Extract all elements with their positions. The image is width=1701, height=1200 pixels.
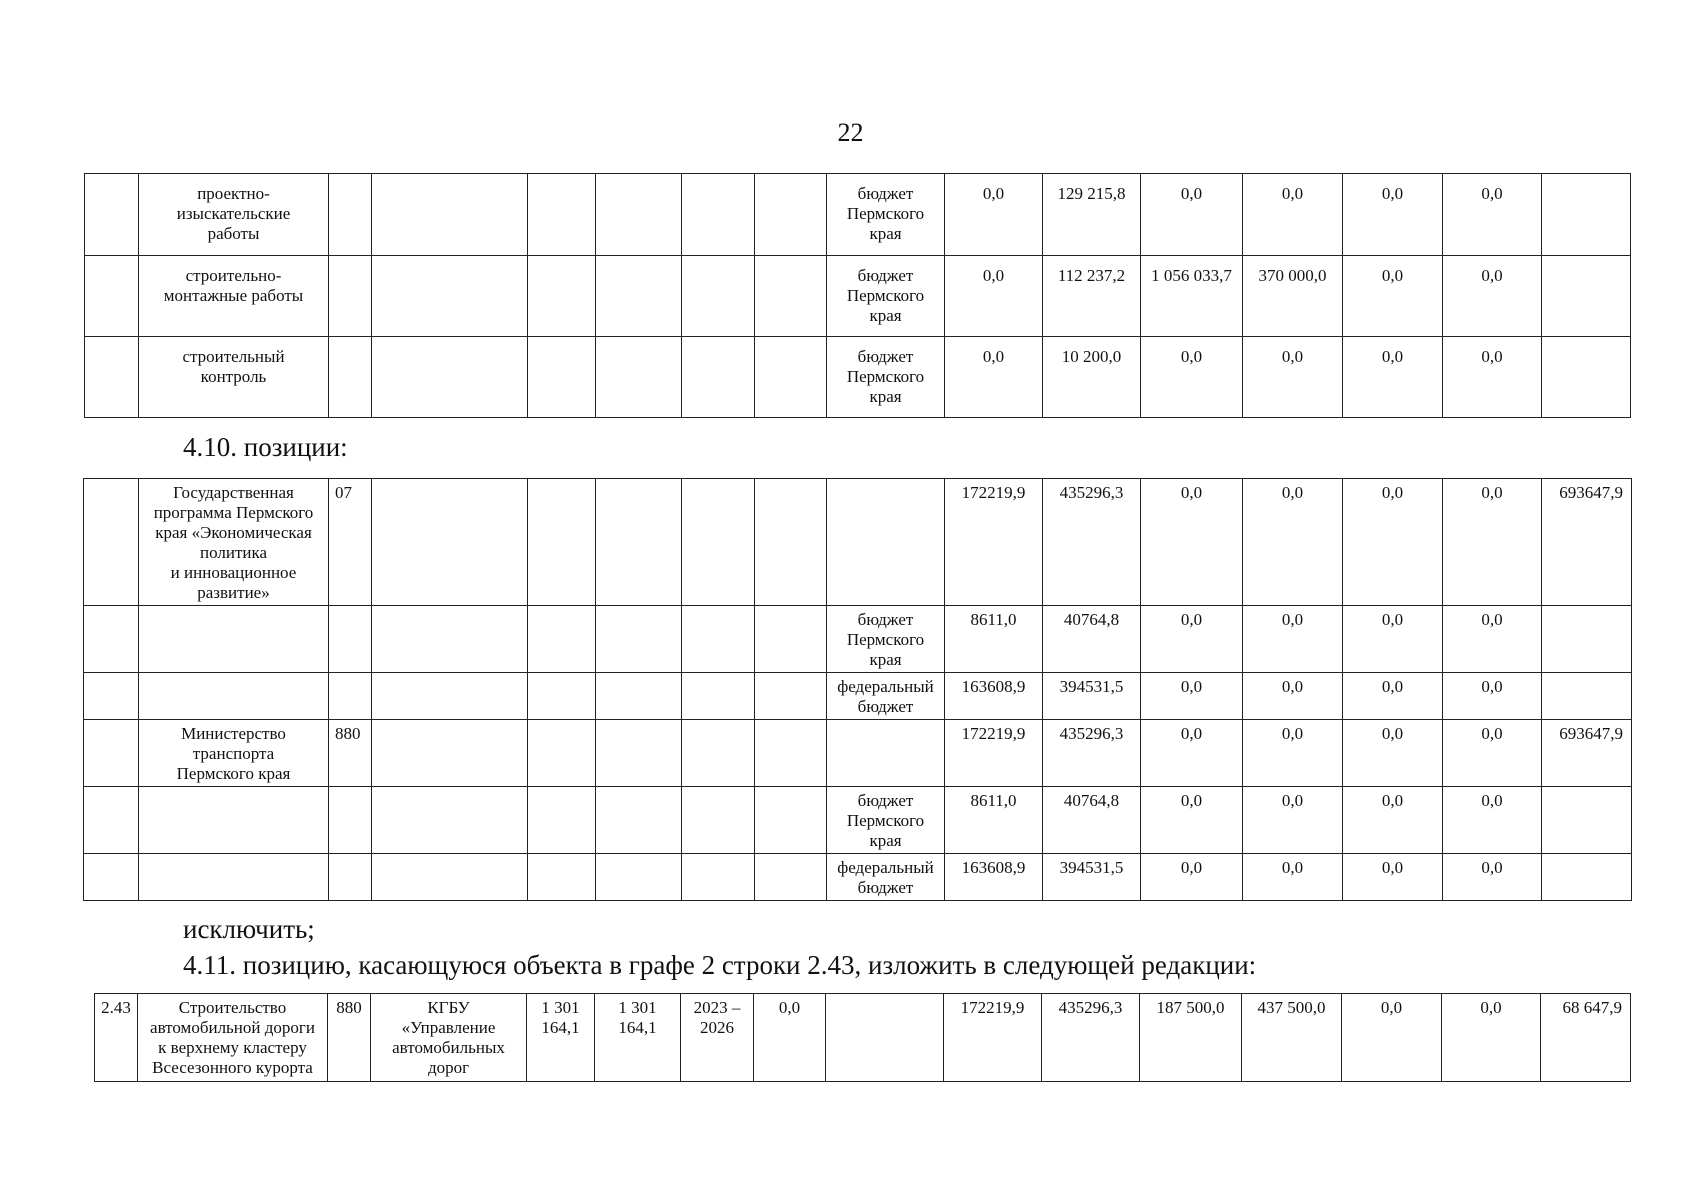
empty-cell bbox=[1542, 337, 1631, 418]
value-cell: 0,0 bbox=[1243, 174, 1343, 256]
value-cell: 0,0 bbox=[1141, 174, 1243, 256]
value-cell: 0,0 bbox=[1243, 479, 1343, 606]
page-number: 22 bbox=[837, 118, 864, 147]
empty-cell bbox=[329, 174, 372, 256]
value-cell: 163608,9 bbox=[945, 673, 1043, 720]
empty-cell bbox=[372, 256, 528, 337]
value-cell: 0,0 bbox=[1343, 854, 1443, 901]
years-cell: 2023 – 2026 bbox=[681, 994, 754, 1082]
value-cell: 0,0 bbox=[1243, 787, 1343, 854]
exclude-text: исключить; bbox=[183, 914, 315, 944]
empty-cell bbox=[84, 854, 139, 901]
value-cell: 0,0 bbox=[1343, 174, 1443, 256]
value-cell: 0,0 bbox=[1141, 854, 1243, 901]
program-name: Министерство транспорта Пермского края bbox=[139, 720, 329, 787]
value-cell: 40764,8 bbox=[1043, 606, 1141, 673]
total-cell bbox=[1542, 673, 1632, 720]
value-cell: 0,0 bbox=[1141, 337, 1243, 418]
empty-cell bbox=[755, 256, 827, 337]
empty-cell bbox=[84, 606, 139, 673]
heading-4-10: 4.10. позиции: bbox=[183, 432, 348, 462]
value-cell: 435296,3 bbox=[1042, 994, 1140, 1082]
value-cell: 172219,9 bbox=[945, 720, 1043, 787]
program-name bbox=[139, 854, 329, 901]
program-name bbox=[139, 606, 329, 673]
value-cell: 112 237,2 bbox=[1043, 256, 1141, 337]
program-name bbox=[139, 673, 329, 720]
table-row bbox=[95, 994, 1631, 1082]
empty-cell bbox=[596, 479, 682, 606]
value-cell: 8611,0 bbox=[945, 787, 1043, 854]
source-cell bbox=[827, 479, 945, 606]
table-row-2-43 bbox=[94, 993, 1631, 1082]
value-cell: 1 301 164,1 bbox=[527, 994, 595, 1082]
source-cell: бюджет Пермского края bbox=[827, 256, 945, 337]
code-cell: 07 bbox=[329, 479, 372, 606]
empty-cell bbox=[84, 479, 139, 606]
empty-cell bbox=[372, 787, 528, 854]
empty-cell bbox=[682, 606, 755, 673]
empty-cell bbox=[372, 854, 528, 901]
value-cell: 172219,9 bbox=[945, 479, 1043, 606]
value-cell: 8611,0 bbox=[945, 606, 1043, 673]
value-cell: 187 500,0 bbox=[1140, 994, 1242, 1082]
value-cell: 1 301 164,1 bbox=[595, 994, 681, 1082]
table-row bbox=[84, 854, 1632, 901]
value-cell: 437 500,0 bbox=[1242, 994, 1342, 1082]
empty-cell bbox=[596, 174, 682, 256]
value-cell: 0,0 bbox=[1343, 673, 1443, 720]
empty-cell bbox=[528, 854, 596, 901]
total-cell: 693647,9 bbox=[1542, 479, 1632, 606]
total-cell bbox=[1542, 787, 1632, 854]
empty-cell bbox=[528, 256, 596, 337]
table-row bbox=[84, 479, 1632, 606]
empty-cell bbox=[528, 174, 596, 256]
empty-cell bbox=[372, 606, 528, 673]
code-cell bbox=[329, 787, 372, 854]
heading-4-11: 4.11. позицию, касающуюся объекта в графе 2 строки 2.43, изложить в следующей редакции: bbox=[183, 950, 1257, 980]
total-cell bbox=[1542, 606, 1632, 673]
empty-cell bbox=[682, 174, 755, 256]
empty-cell bbox=[528, 673, 596, 720]
value-cell: 163608,9 bbox=[945, 854, 1043, 901]
object-name: Строительство автомобильной дороги к верхнему кластеру Всесезонного курорта bbox=[138, 994, 328, 1082]
empty-cell bbox=[755, 606, 827, 673]
table-row bbox=[84, 606, 1632, 673]
code-cell bbox=[329, 606, 372, 673]
source-cell: бюджет Пермского края bbox=[827, 174, 945, 256]
value-cell: 0,0 bbox=[1243, 854, 1343, 901]
value-cell: 0,0 bbox=[1243, 606, 1343, 673]
value-cell: 0,0 bbox=[1442, 994, 1541, 1082]
empty-cell bbox=[682, 720, 755, 787]
empty-cell bbox=[755, 337, 827, 418]
empty-cell bbox=[682, 479, 755, 606]
empty-cell bbox=[372, 673, 528, 720]
value-cell: 0,0 bbox=[1342, 994, 1442, 1082]
value-cell: 1 056 033,7 bbox=[1141, 256, 1243, 337]
value-cell: 0,0 bbox=[1443, 720, 1542, 787]
total-cell bbox=[1542, 854, 1632, 901]
empty-cell bbox=[528, 787, 596, 854]
empty-cell bbox=[596, 720, 682, 787]
value-cell: 0,0 bbox=[1343, 479, 1443, 606]
row-number: 2.43 bbox=[95, 994, 138, 1082]
value-cell: 0,0 bbox=[1141, 787, 1243, 854]
value-cell: 0,0 bbox=[1243, 337, 1343, 418]
value-cell: 40764,8 bbox=[1043, 787, 1141, 854]
program-name bbox=[139, 787, 329, 854]
empty-cell bbox=[682, 337, 755, 418]
value-cell: 0,0 bbox=[1443, 174, 1542, 256]
empty-cell bbox=[372, 720, 528, 787]
source-cell: бюджет Пермского края bbox=[827, 787, 945, 854]
value-cell: 435296,3 bbox=[1043, 720, 1141, 787]
table-row bbox=[85, 174, 1631, 256]
code-cell bbox=[329, 854, 372, 901]
empty-cell bbox=[596, 673, 682, 720]
work-type: строительно- монтажные работы bbox=[139, 256, 329, 337]
empty-cell bbox=[755, 720, 827, 787]
empty-cell bbox=[528, 720, 596, 787]
value-cell: 394531,5 bbox=[1043, 854, 1141, 901]
code-cell: 880 bbox=[329, 720, 372, 787]
code-cell: 880 bbox=[328, 994, 371, 1082]
value-cell: 0,0 bbox=[1443, 256, 1542, 337]
work-type: проектно- изыскательские работы bbox=[139, 174, 329, 256]
source-cell bbox=[826, 994, 944, 1082]
executor-cell: КГБУ «Управление автомобильных дорог bbox=[371, 994, 527, 1082]
empty-cell bbox=[372, 337, 528, 418]
empty-cell bbox=[755, 479, 827, 606]
empty-cell bbox=[682, 673, 755, 720]
value-cell: 0,0 bbox=[1443, 673, 1542, 720]
empty-cell bbox=[84, 720, 139, 787]
empty-cell bbox=[1542, 256, 1631, 337]
value-cell: 0,0 bbox=[1443, 479, 1542, 606]
empty-cell bbox=[755, 673, 827, 720]
value-cell: 129 215,8 bbox=[1043, 174, 1141, 256]
value-cell: 0,0 bbox=[1243, 720, 1343, 787]
table-row bbox=[84, 720, 1632, 787]
empty-cell bbox=[329, 337, 372, 418]
empty-cell bbox=[84, 673, 139, 720]
value-cell: 0,0 bbox=[1243, 673, 1343, 720]
table-continuation bbox=[84, 173, 1631, 418]
value-cell: 0,0 bbox=[945, 174, 1043, 256]
empty-cell bbox=[682, 256, 755, 337]
program-name: Государственная программа Пермского края «Экономическая политика и инновационное развитие» bbox=[139, 479, 329, 606]
source-cell: федеральный бюджет bbox=[827, 854, 945, 901]
empty-cell bbox=[85, 256, 139, 337]
empty-cell bbox=[755, 787, 827, 854]
empty-cell bbox=[596, 606, 682, 673]
value-cell: 0,0 bbox=[754, 994, 826, 1082]
value-cell: 0,0 bbox=[1443, 854, 1542, 901]
empty-cell bbox=[596, 787, 682, 854]
value-cell: 0,0 bbox=[1343, 606, 1443, 673]
source-cell: федеральный бюджет bbox=[827, 673, 945, 720]
work-type: строительный контроль bbox=[139, 337, 329, 418]
source-cell: бюджет Пермского края bbox=[827, 337, 945, 418]
empty-cell bbox=[372, 479, 528, 606]
value-cell: 0,0 bbox=[945, 256, 1043, 337]
value-cell: 0,0 bbox=[1343, 787, 1443, 854]
empty-cell bbox=[682, 854, 755, 901]
source-cell bbox=[827, 720, 945, 787]
value-cell: 0,0 bbox=[1141, 720, 1243, 787]
value-cell: 0,0 bbox=[1141, 606, 1243, 673]
value-cell: 0,0 bbox=[1443, 337, 1542, 418]
value-cell: 435296,3 bbox=[1043, 479, 1141, 606]
value-cell: 0,0 bbox=[1343, 720, 1443, 787]
empty-cell bbox=[682, 787, 755, 854]
table-positions-4-10 bbox=[83, 478, 1632, 901]
code-cell bbox=[329, 673, 372, 720]
empty-cell bbox=[1542, 174, 1631, 256]
table-row bbox=[85, 337, 1631, 418]
empty-cell bbox=[755, 854, 827, 901]
source-cell: бюджет Пермского края bbox=[827, 606, 945, 673]
value-cell: 0,0 bbox=[1141, 673, 1243, 720]
empty-cell bbox=[372, 174, 528, 256]
value-cell: 0,0 bbox=[1443, 606, 1542, 673]
value-cell: 0,0 bbox=[1141, 479, 1243, 606]
value-cell: 0,0 bbox=[1343, 256, 1443, 337]
value-cell: 394531,5 bbox=[1043, 673, 1141, 720]
table-row bbox=[84, 673, 1632, 720]
empty-cell bbox=[528, 606, 596, 673]
empty-cell bbox=[85, 337, 139, 418]
empty-cell bbox=[528, 479, 596, 606]
empty-cell bbox=[84, 787, 139, 854]
value-cell: 10 200,0 bbox=[1043, 337, 1141, 418]
value-cell: 0,0 bbox=[1343, 337, 1443, 418]
empty-cell bbox=[596, 256, 682, 337]
value-cell: 0,0 bbox=[1443, 787, 1542, 854]
table-row bbox=[84, 787, 1632, 854]
empty-cell bbox=[596, 337, 682, 418]
empty-cell bbox=[329, 256, 372, 337]
total-cell: 68 647,9 bbox=[1541, 994, 1631, 1082]
empty-cell bbox=[528, 337, 596, 418]
table-row bbox=[85, 256, 1631, 337]
empty-cell bbox=[596, 854, 682, 901]
value-cell: 370 000,0 bbox=[1243, 256, 1343, 337]
value-cell: 172219,9 bbox=[944, 994, 1042, 1082]
total-cell: 693647,9 bbox=[1542, 720, 1632, 787]
empty-cell bbox=[755, 174, 827, 256]
value-cell: 0,0 bbox=[945, 337, 1043, 418]
empty-cell bbox=[85, 174, 139, 256]
